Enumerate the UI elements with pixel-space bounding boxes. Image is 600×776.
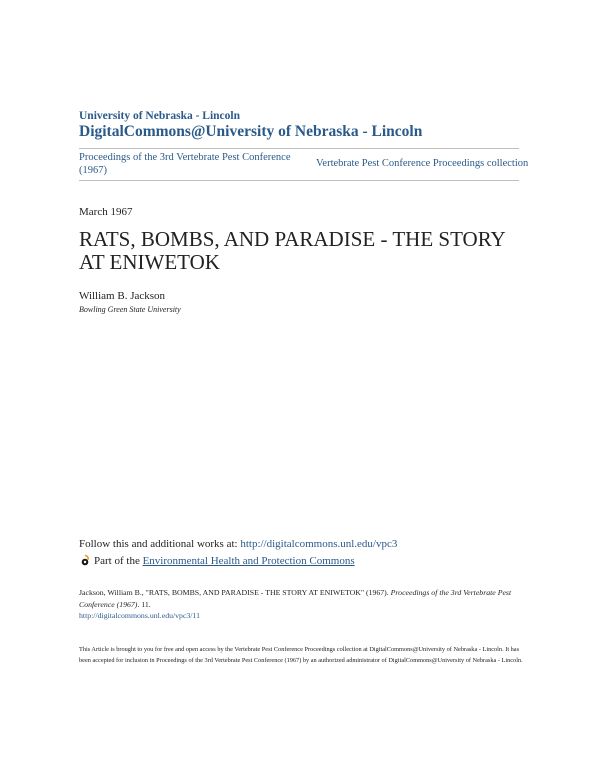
publication-date: March 1967 <box>79 206 133 218</box>
access-statement: This Article is brought to you for free and open access by the Vertebrate Pest Conference Proceedings collection at DigitalCommons@University of Nebraska - Lincoln. It has been accepted for inclusion in Proceedings of the 3rd Vertebrate Pest Conference (1967) by an authorized administrator of DigitalCommons@University of Nebraska - Lincoln. <box>79 646 523 664</box>
repository-link[interactable]: DigitalCommons@University of Nebraska - Lincoln <box>79 123 423 140</box>
top-divider <box>79 148 519 149</box>
part-of-prefix: Part of the <box>94 555 143 567</box>
repository-header <box>79 110 519 141</box>
series-link[interactable]: Vertebrate Pest Conference Proceedings collection <box>316 158 529 169</box>
follow-line <box>79 538 397 550</box>
follow-prefix: Follow this and additional works at: <box>79 538 241 550</box>
proceedings-link[interactable]: Proceedings of the 3rd Vertebrate Pest Conference (1967) <box>79 152 291 176</box>
citation-block <box>79 587 524 622</box>
part-of-line <box>79 554 355 567</box>
article-title: RATS, BOMBS, AND PARADISE - THE STORY AT ENIWETOK <box>79 227 505 274</box>
citation-url-link[interactable]: http://digitalcommons.unl.edu/vpc3/11 <box>79 611 200 620</box>
bottom-divider <box>79 180 519 181</box>
author-name: William B. Jackson <box>79 290 166 302</box>
author-affiliation: Bowling Green State University <box>79 305 181 314</box>
citation-main: Jackson, William B., "RATS, BOMBS, AND PARADISE - THE STORY AT ENIWETOK" (1967). <box>79 588 391 597</box>
citation-journal: Proceedings of the 3rd Vertebrate Pest Conference (1967) <box>79 588 512 609</box>
open-access-icon <box>79 554 91 566</box>
collection-links <box>79 152 529 178</box>
citation-number: . 11. <box>137 599 151 609</box>
institution-link[interactable]: University of Nebraska - Lincoln <box>79 110 240 122</box>
commons-link[interactable]: Environmental Health and Protection Commons <box>142 555 355 567</box>
follow-url-link[interactable]: http://digitalcommons.unl.edu/vpc3 <box>240 538 398 550</box>
